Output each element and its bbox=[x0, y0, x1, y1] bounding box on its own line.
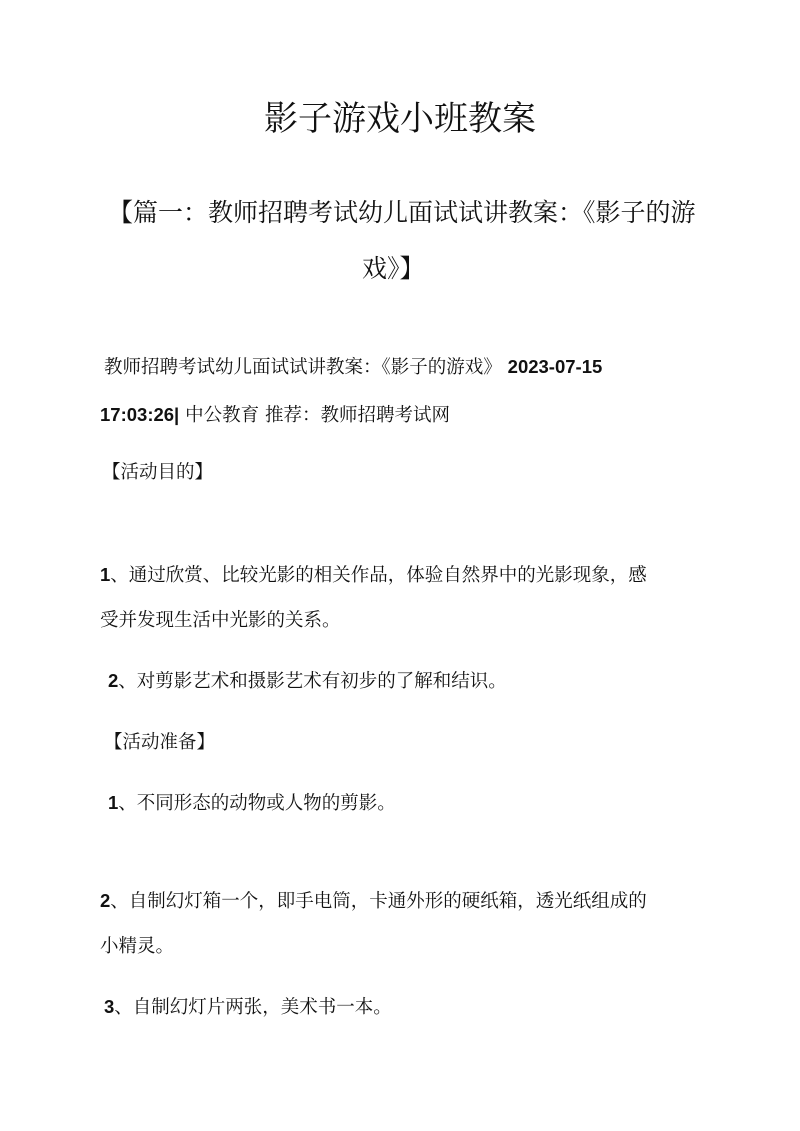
prep-item-2-number: 2 bbox=[100, 890, 111, 911]
subtitle-line-2: 戏》】 bbox=[362, 254, 425, 283]
goal-item-2-text: 、对剪影艺术和摄影艺术有初步的了解和结识。 bbox=[118, 671, 507, 692]
prep-item-1-text: 、不同形态的动物或人物的剪影。 bbox=[118, 793, 396, 814]
meta-line-2 bbox=[100, 406, 450, 426]
goal-item-1-line-2: 受并发现生活中光影的关系。 bbox=[100, 610, 341, 631]
meta-time: 17:03:26| bbox=[100, 404, 180, 425]
prep-item-3-number: 3 bbox=[104, 996, 115, 1017]
meta-line-1 bbox=[104, 358, 602, 378]
meta-source: 中公教育 推荐：教师招聘考试网 bbox=[185, 405, 451, 426]
prep-item-2-line-1 bbox=[100, 892, 647, 912]
meta-article-title: 教师招聘考试幼儿面试试讲教案：《影子的游戏》 bbox=[104, 357, 502, 378]
goal-item-1-number: 1 bbox=[100, 564, 111, 585]
meta-date: 2023-07-15 bbox=[507, 356, 603, 377]
prep-item-1-number: 1 bbox=[108, 792, 119, 813]
section-heading-prep: 【活动准备】 bbox=[104, 732, 216, 753]
prep-item-2-line-2: 小精灵。 bbox=[100, 936, 175, 957]
subtitle-line-1: 【篇一：教师招聘考试幼儿面试试讲教案：《影子的游 bbox=[108, 198, 696, 227]
goal-item-2-number: 2 bbox=[108, 670, 119, 691]
prep-item-1 bbox=[108, 794, 396, 814]
prep-item-3 bbox=[104, 998, 392, 1018]
prep-item-2-text: 、自制幻灯箱一个，即手电筒，卡通外形的硬纸箱，透光纸组成的 bbox=[110, 891, 647, 912]
goal-item-1-text: 、通过欣赏、比较光影的相关作品，体验自然界中的光影现象，感 bbox=[110, 565, 647, 586]
goal-item-2 bbox=[108, 672, 507, 692]
goal-item-1-line-1 bbox=[100, 566, 647, 586]
prep-item-3-text: 、自制幻灯片两张，美术书一本。 bbox=[114, 997, 392, 1018]
document-title: 影子游戏小班教案 bbox=[264, 99, 536, 139]
section-heading-goals: 【活动目的】 bbox=[102, 462, 214, 483]
